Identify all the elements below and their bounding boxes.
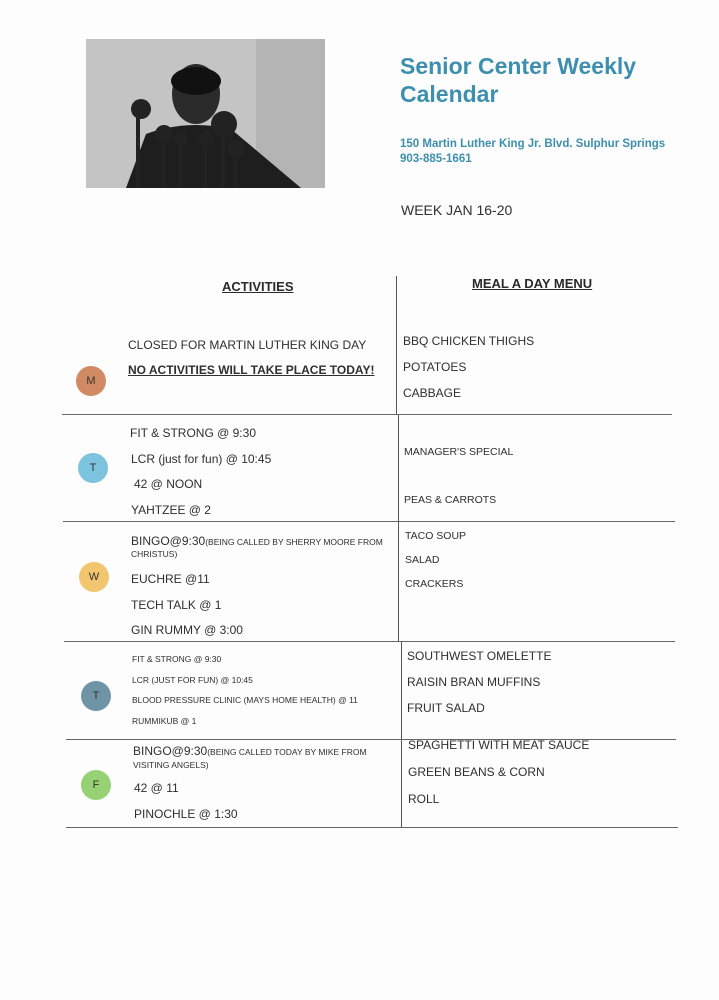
activity-title: BINGO@9:30 xyxy=(133,744,208,758)
day-badge-thursday xyxy=(81,681,111,711)
contact-info xyxy=(400,137,665,167)
speaker-photo xyxy=(86,39,325,188)
day-letter: T xyxy=(89,462,97,474)
activity-item: PINOCHLE @ 1:30 xyxy=(134,807,238,821)
day-badge-monday xyxy=(76,366,106,396)
column-divider xyxy=(396,276,397,414)
row-divider xyxy=(64,641,675,642)
activity-item: FIT & STRONG @ 9:30 xyxy=(130,426,256,440)
menu-item: ROLL xyxy=(408,792,440,806)
activity-note: (BEING CALLED BY SHERRY MOORE FROM xyxy=(205,537,383,547)
menu-item: MANAGER'S SPECIAL xyxy=(404,446,514,458)
menu-item: GREEN BEANS & CORN xyxy=(408,765,545,779)
menu-item: RAISIN BRAN MUFFINS xyxy=(407,675,541,689)
activity-item: GIN RUMMY @ 3:00 xyxy=(131,623,243,637)
title-line-2: Calendar xyxy=(400,81,499,107)
activity-item: 42 @ NOON xyxy=(134,477,203,491)
menu-item: FRUIT SALAD xyxy=(407,701,485,715)
column-divider xyxy=(398,414,399,642)
menu-item: SPAGHETTI WITH MEAT SAUCE xyxy=(408,738,590,752)
activity-item xyxy=(131,532,391,550)
address: 150 Martin Luther King Jr. Blvd. Sulphur Springs xyxy=(400,138,666,150)
page-title xyxy=(400,52,700,108)
menu-item: BBQ CHICKEN THIGHS xyxy=(403,334,535,348)
title-line-1: Senior Center Weekly xyxy=(400,53,637,79)
activity-item: RUMMIKUB @ 1 xyxy=(132,716,197,726)
activity-item: LCR (just for fun) @ 10:45 xyxy=(131,452,272,466)
menu-item: CRACKERS xyxy=(405,578,464,590)
activity-item: EUCHRE @11 xyxy=(131,572,210,586)
row-divider xyxy=(62,414,672,415)
row-divider xyxy=(66,827,678,828)
menu-item: CABBAGE xyxy=(403,386,462,400)
column-divider xyxy=(401,642,402,828)
menu-item: TACO SOUP xyxy=(405,530,467,542)
activity-item: LCR (JUST FOR FUN) @ 10:45 xyxy=(132,675,253,685)
day-letter: F xyxy=(92,779,100,791)
day-letter: T xyxy=(92,690,100,702)
activity-item: NO ACTIVITIES WILL TAKE PLACE TODAY! xyxy=(128,363,375,377)
day-letter: M xyxy=(86,375,96,387)
activity-item: 42 @ 11 xyxy=(134,781,179,795)
day-letter: W xyxy=(88,571,100,583)
menu-item: PEAS & CARROTS xyxy=(404,494,497,506)
activity-note: CHRISTUS) xyxy=(131,549,178,559)
activity-item xyxy=(133,742,393,760)
activity-item: CLOSED FOR MARTIN LUTHER KING DAY xyxy=(128,338,367,352)
activity-item: YAHTZEE @ 2 xyxy=(131,503,211,517)
menu-header: MEAL A DAY MENU xyxy=(472,276,593,291)
day-badge-tuesday xyxy=(78,453,108,483)
week-label: WEEK JAN 16-20 xyxy=(401,202,513,218)
day-badge-friday xyxy=(81,770,111,800)
activity-note: (BEING CALLED TODAY BY MIKE FROM xyxy=(207,747,367,757)
menu-item: POTATOES xyxy=(403,360,467,374)
day-badge-wednesday xyxy=(79,562,109,592)
activity-title: BINGO@9:30 xyxy=(131,534,206,548)
menu-item: SOUTHWEST OMELETTE xyxy=(407,649,552,663)
activities-header: ACTIVITIES xyxy=(222,279,294,294)
activity-item: TECH TALK @ 1 xyxy=(131,598,222,612)
phone: 903-885-1661 xyxy=(400,153,472,165)
menu-item: SALAD xyxy=(405,554,440,566)
activity-item: FIT & STRONG @ 9:30 xyxy=(132,654,222,664)
activity-note: VISITING ANGELS) xyxy=(133,760,209,770)
row-divider xyxy=(63,521,675,522)
activity-item: BLOOD PRESSURE CLINIC (MAYS HOME HEALTH) @ 11 xyxy=(132,695,358,705)
